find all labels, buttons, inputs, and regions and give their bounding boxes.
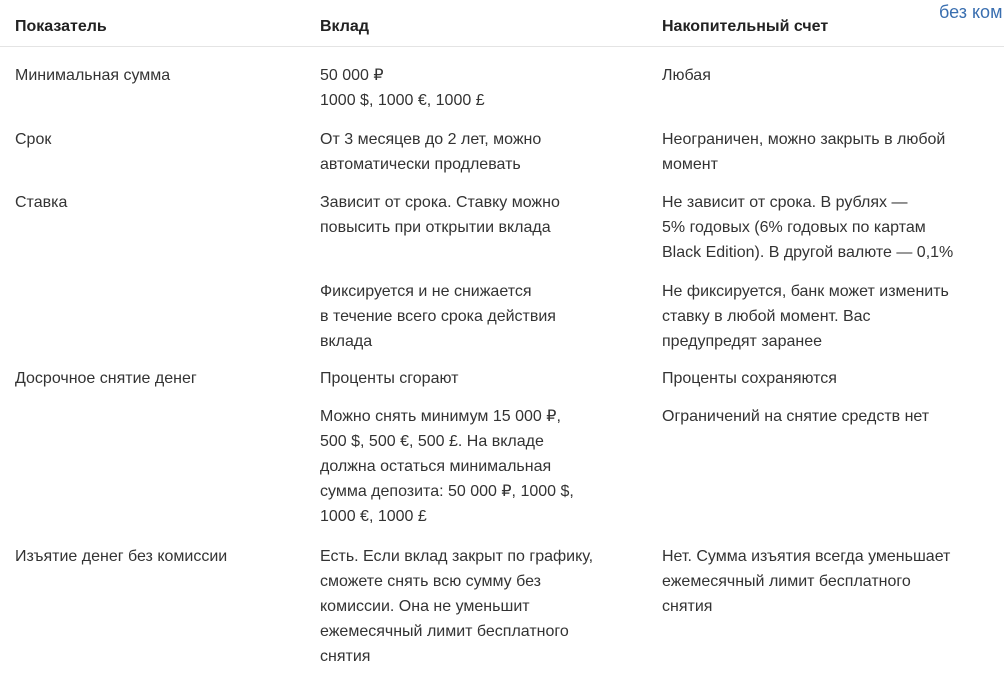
cell-line: предупредят заранее: [662, 333, 822, 350]
cell-line: момент: [662, 156, 718, 173]
savings-cell: [662, 279, 949, 354]
cell-line: Неограничен, можно закрыть в любой: [662, 131, 946, 148]
deposit-cell: [320, 190, 560, 240]
cell-line: 5% годовых (6% годовых по картам: [662, 219, 926, 236]
cell-line: Нет. Сумма изъятия всегда уменьшает: [662, 548, 951, 565]
row-label: [15, 366, 197, 391]
cell-line: вклада: [320, 333, 373, 350]
row-label: [15, 190, 67, 215]
savings-cell: [662, 127, 945, 177]
cell-line: 1000 €, 1000 £: [320, 508, 427, 525]
deposit-cell: [320, 544, 593, 669]
cell-line: должна остаться минимальная: [320, 458, 552, 475]
cell-line: комиссии. Она не уменьшит: [320, 598, 530, 615]
header-indicator: Показатель: [15, 18, 107, 35]
deposit-cell: [320, 404, 574, 529]
cell-line: снятия: [662, 598, 713, 615]
cell-line: Black Edition). В другой валюте — 0,1%: [662, 244, 954, 261]
cell-line: Ограничений на снятие средств нет: [662, 408, 930, 425]
cell-line: Срок: [15, 131, 52, 148]
deposit-cell: [320, 366, 458, 391]
deposit-cell: [320, 127, 541, 177]
cell-line: Не фиксируется, банк может изменить: [662, 283, 949, 300]
cell-line: Зависит от срока. Ставку можно: [320, 194, 560, 211]
row-label: [15, 544, 227, 569]
cell-line: От 3 месяцев до 2 лет, можно: [320, 131, 542, 148]
savings-cell: [662, 544, 950, 619]
cell-line: Минимальная сумма: [15, 67, 171, 84]
savings-cell: [662, 404, 929, 429]
savings-cell: [662, 63, 711, 88]
cell-line: в течение всего срока действия: [320, 308, 556, 325]
cell-line: Проценты сгорают: [320, 370, 459, 387]
cell-line: Фиксируется и не снижается: [320, 283, 532, 300]
header-savings-account: Накопительный счет: [662, 18, 829, 35]
cell-line: автоматически продлевать: [320, 156, 521, 173]
cell-line: Изъятие денег без комиссии: [15, 548, 228, 565]
cell-line: снятия: [320, 648, 371, 665]
cell-line: сможете снять всю сумму без: [320, 573, 541, 590]
cell-line: сумма депозита: 50 000 ₽, 1000 $,: [320, 483, 574, 500]
cell-line: ежемесячный лимит бесплатного: [662, 573, 911, 590]
row-label: [15, 63, 170, 88]
cell-line: Есть. Если вклад закрыт по графику,: [320, 548, 594, 565]
deposit-cell: [320, 63, 485, 113]
cell-line: ставку в любой момент. Вас: [662, 308, 871, 325]
header-deposit: Вклад: [320, 18, 369, 35]
cell-line: Не зависит от срока. В рублях —: [662, 194, 908, 211]
table-header: [0, 0, 1004, 47]
cell-line: Досрочное снятие денег: [15, 370, 197, 387]
savings-cell: [662, 190, 953, 265]
savings-cell: [662, 366, 837, 391]
cell-line: 1000 $, 1000 €, 1000 £: [320, 92, 485, 109]
cell-line: Любая: [662, 67, 711, 84]
cell-line: Ставка: [15, 194, 68, 211]
cell-line: повысить при открытии вклада: [320, 219, 551, 236]
corner-link[interactable]: без ком: [939, 2, 1003, 22]
cell-line: ежемесячный лимит бесплатного: [320, 623, 569, 640]
cell-line: Проценты сохраняются: [662, 370, 837, 387]
row-label: [15, 127, 51, 152]
deposit-cell: [320, 279, 556, 354]
cell-line: Можно снять минимум 15 000 ₽,: [320, 408, 561, 425]
cell-line: 50 000 ₽: [320, 67, 384, 84]
cell-line: 500 $, 500 €, 500 £. На вкладе: [320, 433, 544, 450]
